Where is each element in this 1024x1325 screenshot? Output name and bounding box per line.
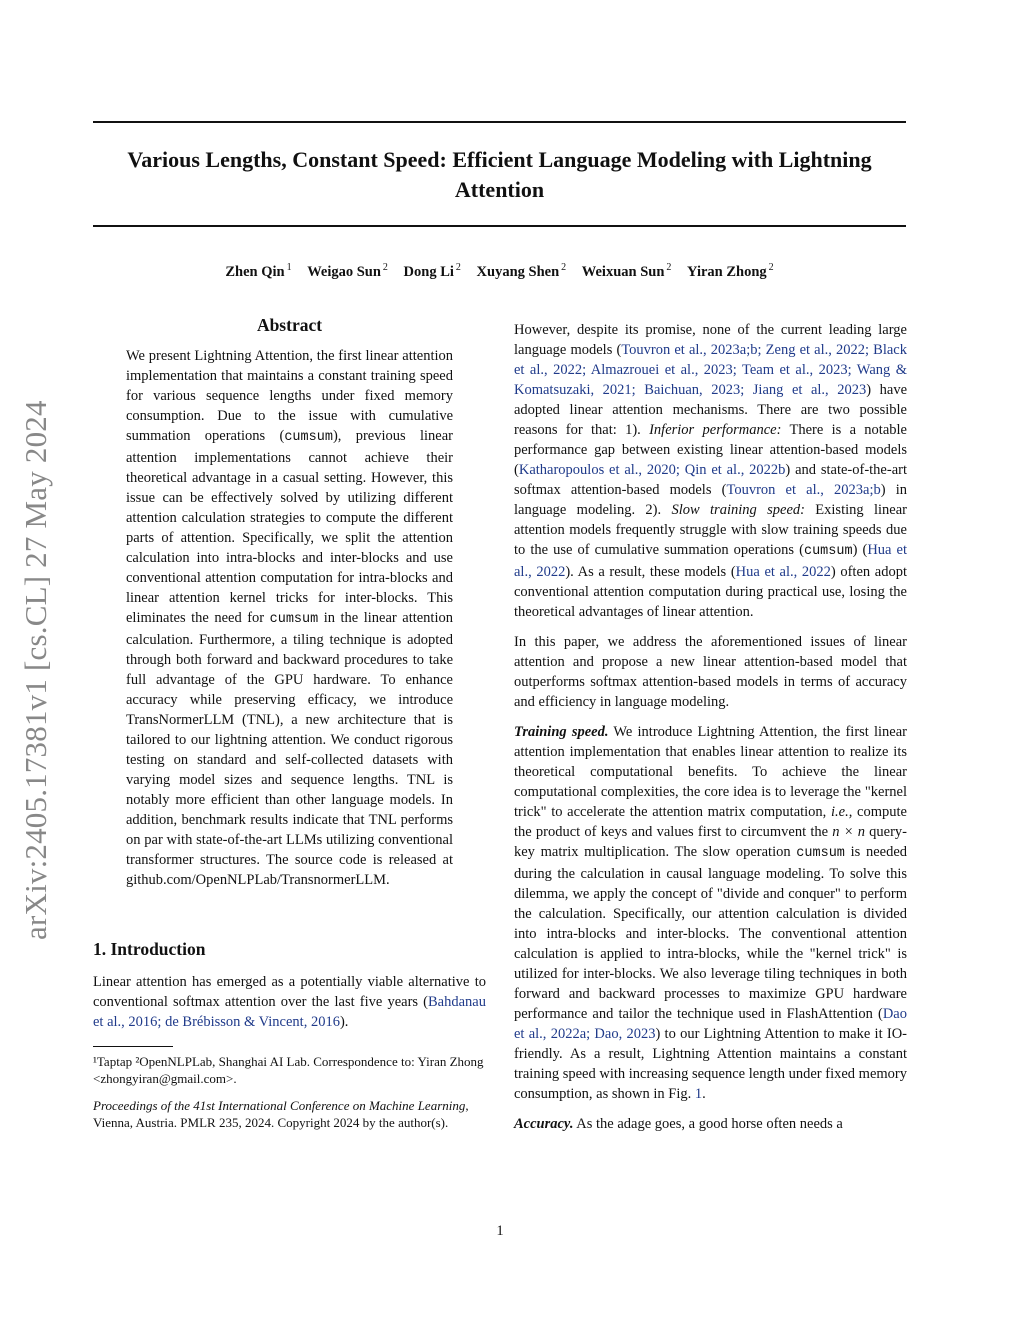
author-list [93,262,906,281]
author: Dong Li $^2$ [403,262,461,280]
left-column [93,315,486,1131]
introduction-heading: 1. Introduction [93,939,206,959]
citation-link[interactable]: Touvron et al., 2023a;b; Zeng et al., 2022; Black et al., 2022; Almazrouei et al., 2023; Team et al., 2023; Wang & Komatsuzaki, 2021; Baichuan, 2023; Jiang et al., 2023 [514,342,907,398]
citation-link[interactable]: Bahdanau et al., 2016; de Brébisson & Vincent, 2016 [93,994,486,1030]
citation-link[interactable]: Dao et al., 2022a; Dao, 2023 [514,1006,907,1042]
affiliation-footnote: ¹Taptap ²OpenNLPLab, Shanghai AI Lab. Correspondence to: Yiran Zhong <zhongyiran@gmail.com>. [93,1054,484,1086]
author: Zhen Qin $^1$ [225,262,292,280]
footnote-rule [93,1046,173,1047]
author: Weixuan Sun $^2$ [581,262,672,280]
page-number: 1 [496,1223,504,1239]
figure-link[interactable]: 1 [694,1086,703,1102]
proposal-paragraph: In this paper, we address the aforementioned issues of linear attention and propose a new linear attention-based model that outperforms softmax attention-based models in terms of accuracy and efficiency in language modeling. [514,634,907,710]
citation-link[interactable]: Hua et al., 2022 [514,542,908,580]
citation-link[interactable]: Touvron et al., 2023a;b [726,482,881,498]
abstract-heading: Abstract [256,315,323,335]
title-bottom-rule [93,225,906,227]
abstract-text: We present Lightning Attention, the first linear attention implementation that maintains a constant training speed for various sequence lengths under fixed memory consumption. Due to the issue with cumulative summation operations (cumsum), previous linear attention implementations cannot achieve their theoretical advantage in a casual setting. However, this issue can be effectively solved by utilizing different attention calculation strategies to compute the different parts of attention. Specifically, we split the attention calculation into intra-blocks and inter-blocks and use conventional attention computation for intra-blocks and linear attention kernel tricks for inter-blocks. This eliminates the need for cumsum in the linear attention calculation. Furthermore, a tiling technique is adopted through both forward and backward procedures to take full advantage of the GPU hardware. To enhance accuracy while preserving efficacy, we introduce TransNormerLLM (TNL), a new architecture that is tailored to our lightning attention. We conduct rigorous testing on standard and self-collected datasets with varying model sizes and sequence lengths. TNL is notably more efficient than other language models. In addition, benchmark results indicate that TNL performs on par with state-of-the-art LLMs utilizing conventional transformer structures. The source code is released at github.com/OpenNLPLab/TransnormerLLM. [126,348,453,888]
author: Yiran Zhong $^2$ [687,262,774,280]
accuracy-paragraph: Accuracy. As the adage goes, a good horse often needs a [514,1116,843,1132]
author: Xuyang Shen $^2$ [476,262,567,280]
paper-title: Various Lengths, Constant Speed: Efficient Language Modeling with Lightning Attention [127,147,872,202]
citation-link[interactable]: Katharopoulos et al., 2020; Qin et al., 2022b [518,462,786,478]
intro-paragraph: Linear attention has emerged as a potentially viable alternative to conventional softmax attention over the last five years (Bahdanau et al., 2016; de Brébisson & Vincent, 2016). [93,974,486,1030]
citation-link[interactable]: Hua et al., 2022 [735,564,831,580]
arxiv-identifier: arXiv:2405.17381v1 [cs.CL] 27 May 2024 [18,400,53,940]
title-top-rule [93,121,906,123]
author: Weigao Sun $^2$ [307,262,388,280]
proceedings-note: Proceedings of the 41st International Conference on Machine Learning, Vienna, Austria. PMLR 235, 2024. Copyright 2024 by the author(s). [93,1098,469,1130]
motivation-paragraph: However, despite its promise, none of the current leading large language models (Touvron et al., 2023a;b; Zeng et al., 2022; Black et al., 2022; Almazrouei et al., 2023; Team et al., 2023; Wang & Komatsuzaki, 2021; Baichuan, 2023; Jiang et al., 2023) have adopted linear attention mechanisms. There are two possible reasons for that: 1). Inferior performance: There is a notable performance gap between existing linear attention-based models (Katharopoulos et al., 2020; Qin et al., 2022b) and state-of-the-art softmax attention-based models (Touvron et al., 2023a;b) in language modeling. 2). Slow training speed: Existing linear attention models frequently struggle with slow training speeds due to the use of cumulative summation operations (cumsum) (Hua et al., 2022). As a result, these models (Hua et al., 2022) often adopt conventional attention computation during practical use, losing the theoretical advantages of linear attention. [514,322,908,620]
right-column [514,320,907,1144]
training-speed-paragraph: Training speed. We introduce Lightning Attention, the first linear attention implementation that enables linear attention to realize its theoretical computational benefits. To achieve the linear computational complexities, the core idea is to leverage the "kernel trick" to accelerate the attention matrix computation, i.e., compute the product of keys and values first to circumvent the n × n query-key matrix multiplication. The slow operation cumsum is needed during the calculation in causal language modeling. To solve this dilemma, we apply the concept of "divide and conquer" to perform the calculation. Specifically, our attention calculation is divided into intra-blocks and inter-blocks. The conventional attention calculation is applied to intra-blocks, while the "kernel trick" is utilized for inter-blocks. We also leverage tiling techniques in both forward and backward processes to maximize GPU hardware performance and tailor the technique used in FlashAttention (Dao et al., 2022a; Dao, 2023) to our Lightning Attention to make it IO-friendly. As a result, Lightning Attention maintains a constant training speed with increasing sequence length under fixed memory consumption, as shown in Fig. 1. [514,724,907,1102]
